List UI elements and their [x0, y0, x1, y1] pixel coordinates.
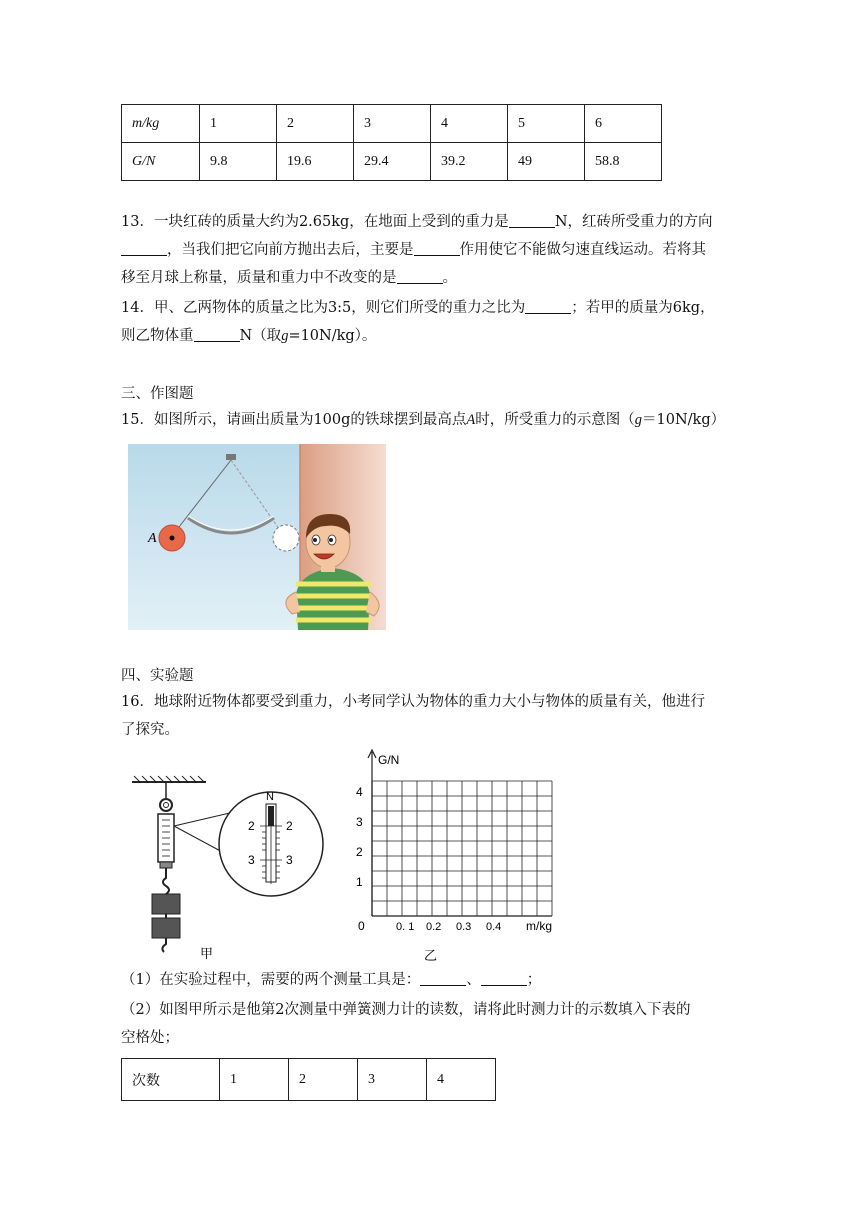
- section-heading: 三、作图题: [121, 386, 194, 402]
- x-tick-label: 0.2: [426, 921, 442, 933]
- table-cell: m/kg: [122, 105, 200, 143]
- table-cell: 19.6: [277, 143, 354, 181]
- gauge-unit: N: [266, 791, 274, 803]
- y-tick-label: 1: [356, 875, 363, 889]
- y-tick-label: 4: [356, 785, 363, 799]
- x-tick-label: 0.4: [486, 921, 502, 933]
- answer-blank[interactable]: [397, 269, 443, 284]
- trial-table: [121, 1058, 496, 1101]
- gauge-tick: 3: [286, 853, 293, 867]
- answer-blank[interactable]: [481, 971, 527, 986]
- table-cell: 次数: [122, 1059, 220, 1101]
- y-tick-label: 3: [356, 815, 363, 829]
- answer-blank[interactable]: [194, 327, 240, 342]
- q13-line1: 13．一块红砖的质量大约为2.65kg，在地面上受到的重力是 N，红砖所受重力的方向: [121, 214, 713, 230]
- answer-blank[interactable]: [414, 241, 460, 256]
- q16-sub1: （1）在实验过程中，需要的两个测量工具是： 、 ；: [121, 972, 542, 988]
- q16-line2: 了探究。: [121, 722, 179, 738]
- figure-label-yi: 乙: [424, 949, 438, 964]
- table-cell: 4: [427, 1059, 496, 1101]
- q16-line1: 16．地球附近物体都要受到重力，小考同学认为物体的重力大小与物体的质量有关，他进行: [121, 694, 705, 710]
- gauge-tick: 2: [248, 819, 255, 833]
- table-cell: 2: [277, 105, 354, 143]
- x-tick-label: 0.3: [456, 921, 472, 933]
- origin-label: 0: [358, 919, 365, 933]
- table-cell: 2: [289, 1059, 358, 1101]
- table-cell: 4: [431, 105, 508, 143]
- answer-blank[interactable]: [121, 241, 167, 256]
- answer-blank[interactable]: [509, 213, 555, 228]
- answer-blank[interactable]: [420, 971, 466, 986]
- table-cell: 1: [220, 1059, 289, 1101]
- point-a-label: A: [148, 531, 157, 546]
- spring-balance-figure: [126, 774, 352, 964]
- q16-sub2-line2: 空格处；: [121, 1030, 179, 1046]
- table-cell: 29.4: [354, 143, 431, 181]
- pendulum-figure: [128, 444, 386, 630]
- q14-line2: 则乙物体重 N（取g=10N/kg）。: [121, 328, 377, 344]
- q13-line3: 移至月球上称量，质量和重力中不改变的是 。: [121, 270, 457, 286]
- figure-label-jia: 甲: [200, 947, 214, 962]
- table-cell: 58.8: [585, 143, 662, 181]
- y-tick-label: 2: [356, 845, 363, 859]
- table-cell: 3: [358, 1059, 427, 1101]
- table-cell: 49: [508, 143, 585, 181]
- table-cell: 39.2: [431, 143, 508, 181]
- chart-gridlines: [372, 781, 552, 916]
- table-cell: 6: [585, 105, 662, 143]
- y-axis-label: G/N: [378, 753, 400, 767]
- gauge-tick: 3: [248, 853, 255, 867]
- table-cell: 9.8: [200, 143, 277, 181]
- table-cell: 1: [200, 105, 277, 143]
- table-cell: G/N: [122, 143, 200, 181]
- q14-line1: 14．甲、乙两物体的质量之比为3:5，则它们所受的重力之比为 ；若甲的质量为6kg，: [121, 300, 715, 316]
- section-heading: 四、实验题: [121, 668, 194, 684]
- g-m-grid-chart: [350, 748, 560, 964]
- table-cell: 5: [508, 105, 585, 143]
- answer-blank[interactable]: [525, 299, 571, 314]
- q16-sub2-line1: （2）如图甲所示是他第2次测量中弹簧测力计的读数，请将此时测力计的示数填入下表的: [121, 1002, 691, 1018]
- gauge-tick: 2: [286, 819, 293, 833]
- q15-text: 15．如图所示，请画出质量为100g的铁球摆到最高点A时，所受重力的示意图（g＝10N/kg）: [121, 412, 726, 428]
- table-cell: 3: [354, 105, 431, 143]
- mass-weight-table: [121, 104, 662, 181]
- x-axis-label: m/kg: [526, 919, 553, 933]
- q13-line2: ，当我们把它向前方抛出去后，主要是 作用使它不能做匀速直线运动。若将其: [121, 240, 706, 260]
- x-tick-label: 0. 1: [396, 921, 415, 933]
